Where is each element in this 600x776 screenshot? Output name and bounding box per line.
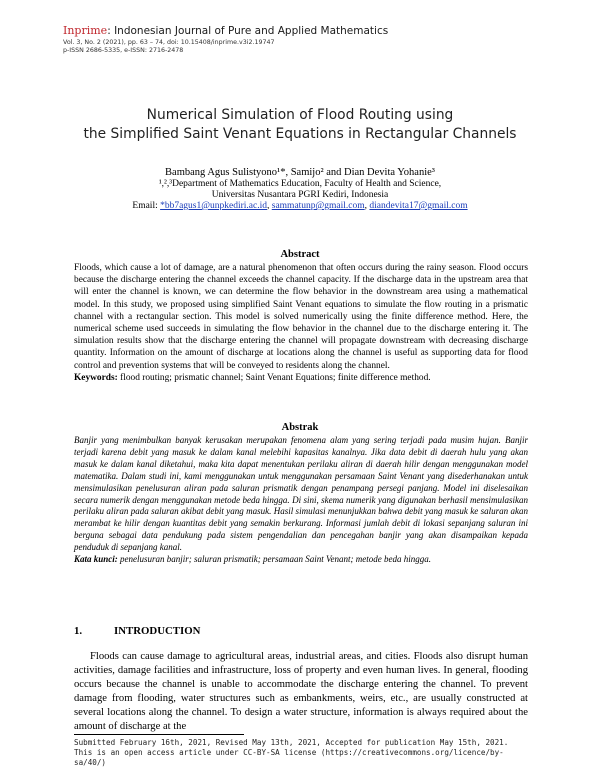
section-heading [74,625,200,637]
footnote-divider [74,734,244,735]
author-names: Bambang Agus Sulistyono¹*, Samijo² and Dian Devita Yohanie³ [165,167,435,178]
journal-name [63,24,543,37]
journal-title: : Indonesian Journal of Pure and Applied Mathematics [107,25,389,37]
journal-logo: Inprime [63,24,108,37]
introduction-paragraph: Floods can cause damage to agricultural areas, industrial areas, and cities. Floods also disrupt human activities, damage facilities and infrastructure, loss of property and even human lives. In general, flooding occurs because the channel is unable to accommodate the discharge entering the channel. To prevent damage from flooding, water structures such as embankments, weirs, etc., are usually constructed at several locations along the channel. To design a water structure, information is always required about the amount of discharge at the [74,651,528,732]
email-link-2[interactable]: sammatunp@gmail.com [271,201,365,211]
paper-title [0,106,600,144]
kata-kunci-list: penelusuran banjir; saluran prismatik; persamaan Saint Venant; metode beda hingga. [117,554,431,565]
journal-header [63,24,543,54]
submission-dates: Submitted February 16th, 2021, Revised May 13th, 2021, Accepted for publication May 15th, 2021. [74,738,509,747]
volume-info: Vol. 3, No. 2 (2021), pp. 63 – 74, doi: 10.15408/inprime.v3i2.19747 [63,39,275,46]
abstrak-heading: Abstrak [281,422,319,433]
title-line-2: the Simplified Saint Venant Equations in Rectangular Channels [83,126,517,142]
abstract-body: Floods, which cause a lot of damage, are a natural phenomenon that often occurs during the rainy season. Flood occurs because the discharge entering the channel exceeds the channel capacity. If the discharge data in the upstream area that will enter the channel is known, we can determine the flow behavior in the downstream area using a mathematical model. In this study, we proposed using simplified Saint Venant equations to simulate the flow routing in a prismatic channel with a rectangular section. This model is solved numerically using the finite difference method. Here, the numerical scheme used succeeds in simulating the flow behavior in the channel due to the discharge entering it. The simulation results show that the discharge entering the channel will propagate downstream with decreasing discharge quantity. Information on the amount of discharge at locations along the channel is useful as supporting data for flood control and prevention systems that will be conveyed to residents along the channel. [74,263,528,371]
abstract-heading: Abstract [280,249,320,260]
kata-kunci-label: Kata kunci: [74,554,118,565]
issn-info: p-ISSN 2686-5335, e-ISSN: 2716-2478 [63,47,184,54]
keywords-list: flood routing; prismatic channel; Saint Venant Equations; finite difference method. [117,372,431,383]
keywords [74,372,528,384]
email-line: Email: *bb7agus1@unpkediri.ac.id, sammatunp@gmail.com, diandevita17@gmail.com [132,201,468,211]
email-link-3[interactable]: diandevita17@gmail.com [369,201,468,211]
footnote [74,738,534,768]
license-note: This is an open access article under CC-BY-SA license (https://creativecommons.org/licence/by-sa/40/) [74,748,504,767]
email-link-1[interactable]: *bb7agus1@unpkediri.ac.id [160,201,267,211]
section-number: 1. [74,625,83,637]
email-label: Email: [132,201,161,211]
kata-kunci [74,554,528,566]
keywords-label: Keywords: [74,372,118,383]
affiliation-line-1: ¹,²,³Department of Mathematics Education, Faculty of Health and Science, [158,179,442,189]
affiliation-line-2: Universitas Nusantara PGRI Kediri, Indonesia [211,190,389,200]
abstrak-body: Banjir yang menimbulkan banyak kerusakan merupakan fenomena alam yang sering terjadi pada musim hujan. Banjir terjadi karena debit yang masuk ke dalam kanal melebihi kapasitas kanalnya. Jika data debit di daerah hulu yang akan masuk ke dalam kanal diketahui, maka kita dapat menentukan perilaku aliran di daerah hilir dengan menggunakan model matematika. Dalam studi ini, kami menggunakan untuk menggunakan persamaan Saint Venant yang disederhanakan untuk mensimulasikan penelusuran aliran pada saluran prismatik dengan penampang persegi panjang. Model ini diselesaikan secara numerik dengan menggunakan metode beda hingga. Di sini, skema numerik yang digunakan berhasil mensimulasikan perilaku aliran pada saluran akibat debit yang masuk. Hasil simulasi menunjukkan bahwa debit yang masuk ke saluran akan merambat ke hilir dengan kuantitas debit yang semakin berkurang. Informasi jumlah debit di lokasi sepanjang saluran ini berguna sebagai data pendukung pada sistem pengendalian dan pencegahan banjir yang akan disampaikan kepada penduduk di sepanjang kanal. [74,435,528,553]
title-line-1: Numerical Simulation of Flood Routing using [146,107,454,123]
author-block [0,166,600,212]
abstract-english [74,262,528,384]
abstract-indonesian [74,435,528,566]
section-title: INTRODUCTION [114,625,201,637]
